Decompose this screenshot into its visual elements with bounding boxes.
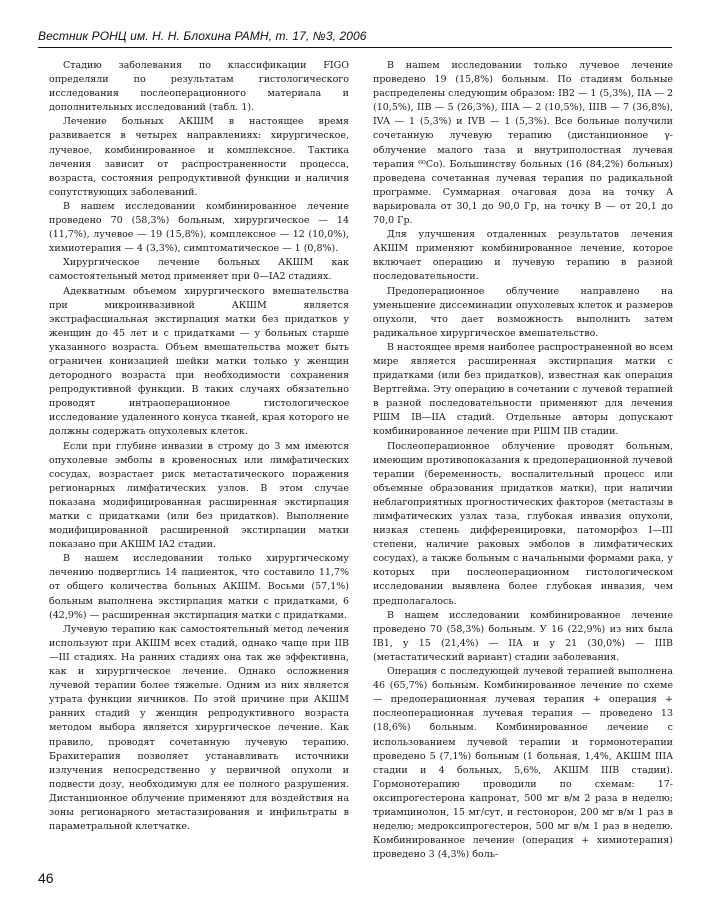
page-number: 46 — [38, 870, 54, 886]
paragraph: В нашем исследовании только лучевое лечение проведено 19 (15,8%) больным. По стадиям больные распределены следующим образом: IB2 — 1 (5,3%), IIA — 2 (10,5%), IIB — 5 (26,3%), IIIA — 2 (10,5%), IIIB — 7 (36,8%), IVA — 1 (5,3%) и IVB — 1 (5,3%). Все больные получили сочетанную лучевую терапию (дистанционное γ-облучение малого таза и внутриполостная лучевая терапия ⁶⁰Co). Большинству больных (16 (84,2%) больных) проведена сочетанная лучевая терапия по радикальной программе. Суммарная очаговая доза на точку A варьировала от 30,1 до 90,0 Гр, на точку B — от 20,1 до 70,0 Гр. — [373, 60, 674, 227]
paragraph: Хирургическое лечение больных АКШМ как самостоятельный метод применяет при 0—IA2 стадиях. — [49, 257, 349, 283]
paragraph: Послеоперационное облучение проводят больным, имеющим противопоказания к предоперационной лучевой терапии (беременность, воспалительный процесс или объемные образования придатков матки), при наличии неблагоприятных прогностических факторов (метастазы в лимфатических узлах таза, глубокая инвазия опухоли, низкая степень дифференцировки, патоморфоз I—III степени, наличие раковых эмболов в лимфатических сосудах), а также больным с начальными формами рака, у которых при послеоперационном гистологическом исследовании выявлена более глубокая инвазия, чем предполагалось. — [373, 440, 673, 607]
paragraph: В нашем исследовании комбинированное лечение проведено 70 (58,3%) больным, хирургическое — 14 (11,7%), лучевое — 19 (15,8%), комплексное — 12 (10,0%), химиотерапия — 4 (3,3%), симптоматическое — 1 (0,8%). — [49, 200, 349, 255]
paragraph: Если при глубине инвазии в строму до 3 мм имеются опухолевые эмболы в кровеносных или лимфатических сосудах, возрастает риск метастатического поражения регионарных лимфатических узлов. В этом случае показана модифицированная расширенная экстирпация матки с придатками (или без придатков). Выполнение модифицированной расширенной экстирпации матки показано при АКШМ IA2 стадии. — [49, 440, 349, 551]
paragraph: Для улучшения отдаленных результатов лечения АКШМ применяют комбинированное лечение, которое включает операцию и лучевую терапию в разной последовательности. — [373, 229, 673, 283]
right-column — [373, 59, 673, 862]
paragraph: Лучевую терапию как самостоятельный метод лечения используют при АКШМ всех стадий, однако чаще при IIB—III стадиях. На ранних стадиях она так же эффективна, как и хирургическое лечение. Однако осложнения лучевой терапии более тяжелые. Одним из них является утрата функции яичников. По этой причине при АКШМ ранних стадий у женщин репродуктивного возраста методом выбора является хирургическое лечение. Как правило, проводят сочетанную лучевую терапию. Брахитерапия позволяет устанавливать источники излучения непосредственно у первичной опухоли и подвести дозу, необходимую для ее полного разрушения. Дистанционное облучение применяют для воздействия на зоны регионарного метастазирования и инфильтраты в параметральной клетчатке. — [49, 623, 349, 833]
paragraph: Операция с последующей лучевой терапией выполнена 46 (65,7%) больным. Комбинированное лечение по схеме — предоперационная лучевая терапия + операция + послеоперационная лучевая терапия — проведено 13 (18,6%) больным. Комбинированное лечение с использованием лучевой терапии и гормонотерапии проведено 5 (7,1%) больным (1 больная, 1,4%, АКШМ IIIA стадии и 4 больных, 5,6%, АКШМ IIIB стадии). Гормонотерапию проводили по схемам: 17-оксипрогестерона капронат, 500 мг в/м 2 раза в неделю; триамцинолон, 15 мг/сут, и гестонорон, 200 мг в/м 1 раз в неделю; медроксипрогестерон, 500 мг в/м 1 раз в неделю. Комбинированное лечение (операция + химиотерапия) проведено 3 (4,3%) боль- — [373, 666, 673, 861]
journal-header: Вестник РОНЦ им. Н. Н. Блохина РАМН, т. 17, №3, 2006 — [38, 29, 367, 43]
header-rule — [38, 47, 672, 48]
paragraph: Лечение больных АКШМ в настоящее время развивается в четырех направлениях: хирургическое, лучевое, комбинированное и комплексное. Тактика лечения зависит от распространенности процесса, возраста, состояния репродуктивной функции и наличия сопутствующих заболеваний. — [49, 116, 349, 198]
paragraph: В настоящее время наиболее распространенной во всем мире является расширенная экстирпация матки с придатками (или без придатков), известная как операция Вертгейма. Эту операцию в сочетании с лучевой терапией в разной последовательности применяют для лечения РШМ IB—IIA стадий. Отдельные авторы допускают комбинированное лечение при РШМ IIB стадии. — [373, 341, 673, 438]
paragraph: Стадию заболевания по классификации FIGO определяли по результатам гистологического исследования послеоперационного материала и дополнительных исследований (табл. 1). — [49, 60, 349, 114]
paragraph: В нашем исследовании комбинированное лечение проведено 70 (58,3%) больным. У 16 (22,9%) из них была IB1, у 15 (21,4%) — IIA и у 21 (30,0%) — IIIB (метастатический вариант) стадии заболевания. — [373, 609, 673, 663]
paragraph: В нашем исследовании только хирургическому лечению подверглись 14 пациенток, что составило 11,7% от общего количества больных АКШМ. Восьми (57,1%) больным выполнена экстирпация матки с придатками, 6 (42,9%) — расширенная экстирпация матки с придатками. — [49, 553, 349, 621]
paragraph: Адекватным объемом хирургического вмешательства при микроинвазивной АКШМ является экстрафасциальная экстирпация матки без придатков у женщин до 45 лет и с придатками — у больных старше указанного возраста. Объем вмешательства может быть ограничен конизацией шейки матки только у женщин детородного возраста при необходимости сохранения репродуктивной функции. В таких случаях обязательно проводят интраоперационное гистологическое исследование удаленного конуса тканей, края которого не должны содержать опухолевых клеток. — [49, 285, 349, 438]
paragraph: Предоперационное облучение направлено на уменьшение диссеминации опухолевых клеток и размеров опухоли, что дает возможность выполнить затем радикальное хирургическое вмешательство. — [373, 285, 673, 339]
left-column — [49, 59, 349, 834]
